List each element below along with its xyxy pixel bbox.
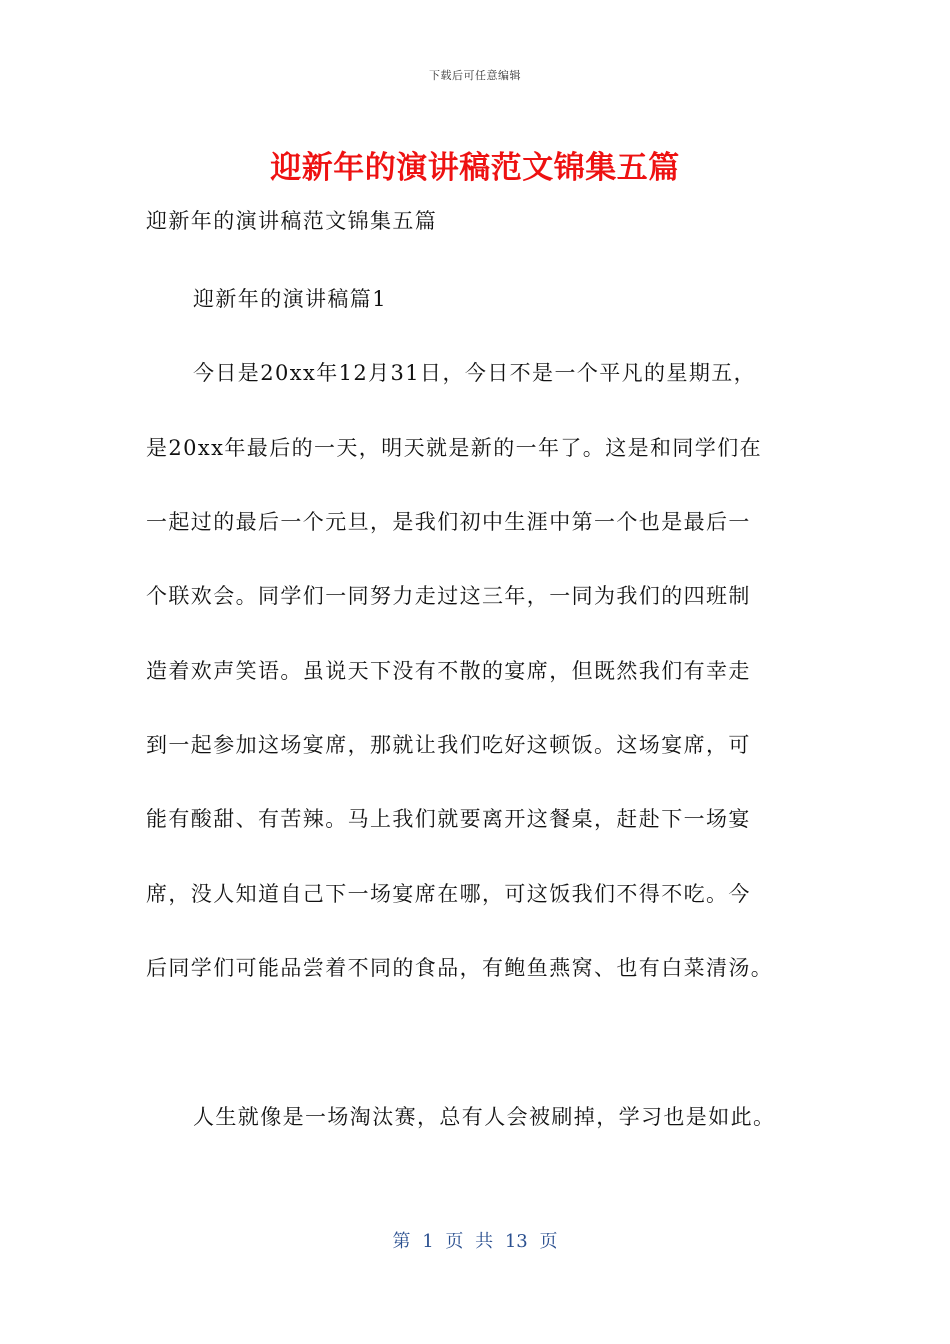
document-subtitle: 迎新年的演讲稿范文锦集五篇 [146,209,438,233]
paragraph-line: 造着欢声笑语。虽说天下没有不散的宴席，但既然我们有幸走 [146,659,751,683]
page-indicator: 第 1 页 共 13 页 [392,1231,558,1252]
section-heading: 迎新年的演讲稿篇1 [193,287,387,311]
paragraph-line: 能有酸甜、有苦辣。马上我们就要离开这餐桌，赶赴下一场宴 [146,807,751,831]
document-title: 迎新年的演讲稿范文锦集五篇 [270,150,680,186]
paragraph-line: 是20xx年最后的一天，明天就是新的一年了。这是和同学们在 [146,436,763,460]
paragraph-line: 到一起参加这场宴席，那就让我们吃好这顿饭。这场宴席，可 [146,733,751,757]
paragraph-line: 今日是20xx年12月31日，今日不是一个平凡的星期五， [193,361,757,385]
header-note: 下载后可任意编辑 [429,69,521,82]
paragraph-line: 个联欢会。同学们一同努力走过这三年，一同为我们的四班制 [146,584,751,608]
paragraph-line: 一起过的最后一个元旦，是我们初中生涯中第一个也是最后一 [146,510,751,534]
paragraph-line: 席，没人知道自己下一场宴席在哪，可这饭我们不得不吃。今 [146,882,751,906]
paragraph-line: 后同学们可能品尝着不同的食品，有鲍鱼燕窝、也有白菜清汤。 [146,956,774,980]
paragraph-line: 人生就像是一场淘汰赛，总有人会被刷掉，学习也是如此。 [193,1105,776,1129]
